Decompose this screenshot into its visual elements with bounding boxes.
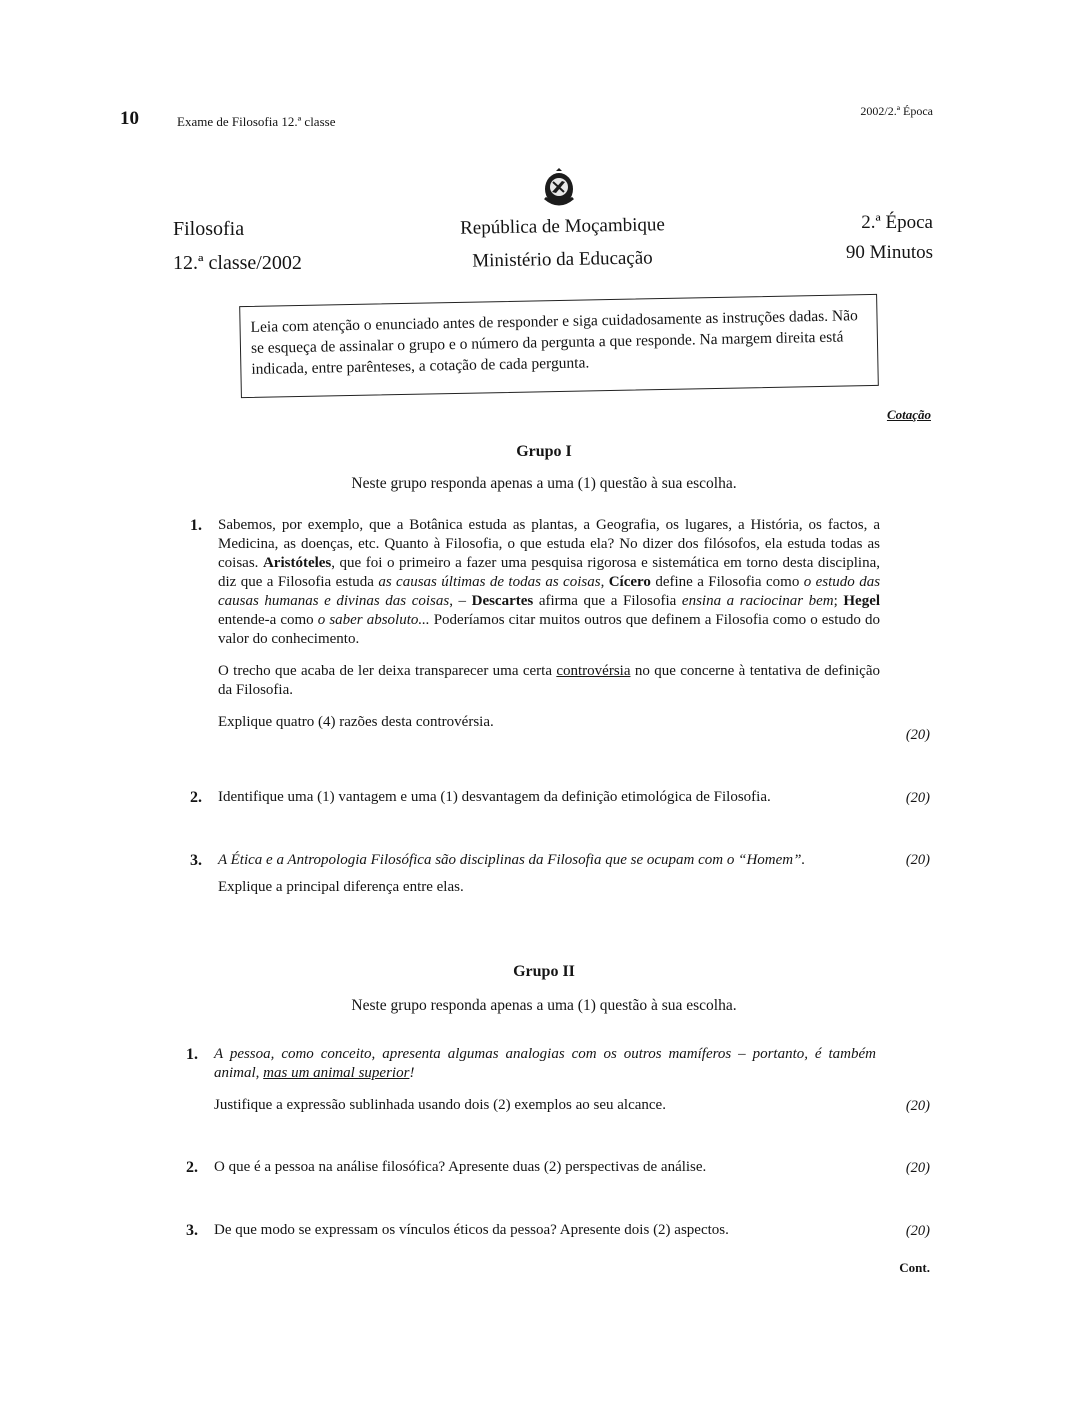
group-2-question-1 xyxy=(186,1045,876,1115)
epoch: 2.ª Época xyxy=(861,212,933,233)
group-1-question-2 xyxy=(190,788,880,807)
group-1-title: Grupo I xyxy=(516,443,572,460)
score: (20) xyxy=(905,1223,930,1239)
instructions-text: Leia com atenção o enunciado antes de responder e siga cuidadosamente as instruções dadas. Não se esqueça de assinalar o grupo e o número da pergunta a que responde. Na margem direita está indicada, entre parênteses, a cotação de cada pergunta. xyxy=(250,307,858,378)
question-text: A pessoa, como conceito, apresenta algumas analogias com os outros mamíferos – portanto, é também animal, mas um animal superior! xyxy=(214,1046,876,1081)
group-1-question-3 xyxy=(190,851,880,897)
continued-label: Cont. xyxy=(899,1260,930,1275)
group-2-question-3 xyxy=(186,1221,876,1240)
question-text: A Ética e a Antropologia Filosófica são disciplinas da Filosofia que se ocupam com o “Homem”. xyxy=(218,852,806,868)
score: (20) xyxy=(905,1160,930,1176)
class-year: 12.ª classe/2002 xyxy=(173,252,302,274)
score: (20) xyxy=(905,1098,930,1114)
group-2-question-2 xyxy=(186,1158,876,1177)
subject: Filosofia xyxy=(173,218,245,240)
question-task: Explique a principal diferença entre elas. xyxy=(218,879,464,895)
question-text: O que é a pessoa na análise filosófica? Apresente duas (2) perspectivas de análise. xyxy=(214,1159,707,1175)
cotacao-label: Cotação xyxy=(886,407,931,422)
question-text: De que modo se expressam os vínculos éticos da pessoa? Apresente dois (2) aspectos. xyxy=(214,1222,729,1238)
group-2-title: Grupo II xyxy=(513,963,575,980)
score: (20) xyxy=(905,727,930,743)
running-header-right: 2002/2.ª Época xyxy=(860,104,933,118)
group-2-instruction: Neste grupo responda apenas a uma (1) questão à sua escolha. xyxy=(351,997,737,1014)
score: (20) xyxy=(905,852,930,868)
country: República de Moçambique xyxy=(459,214,666,239)
group-1-instruction: Neste grupo responda apenas a uma (1) questão à sua escolha. xyxy=(351,475,737,492)
instructions-box xyxy=(239,294,879,398)
question-task: Explique quatro (4) razões desta controvérsia. xyxy=(218,714,494,730)
question-number: 1. xyxy=(186,1046,198,1063)
coat-of-arms-icon xyxy=(536,168,582,208)
question-number: 1. xyxy=(190,517,202,534)
question-number: 2. xyxy=(186,1159,198,1176)
question-follow-up: O trecho que acaba de ler deixa transparecer uma certa controvérsia no que concerne à tentativa de definição da Filosofia. xyxy=(218,663,881,698)
score: (20) xyxy=(905,790,930,806)
ministry: Ministério da Educação xyxy=(472,247,653,272)
group-1-question-1 xyxy=(190,516,880,732)
question-number: 3. xyxy=(186,1222,198,1239)
question-passage: Sabemos, por exemplo, que a Botânica estuda as plantas, a Geografia, os lugares, a História, os factos, a Medicina, as doenças, etc. Quanto à Filosofia, o que estuda ela? No dizer dos filósofos, ela estuda todas as coisas. Aristóteles, que foi o primeiro a fazer uma pesquisa rigorosa e sistemática em torno desta disciplina, diz que a Filosofia estuda as causas últimas de todas as coisas, Cícero define a Filosofia como o estudo das causas humanas e divinas das coisas, – Descartes afirma que a Filosofia ensina a raciocinar bem; Hegel entende-a como o saber absoluto... Poderíamos citar muitos outros que definem a Filosofia como o estudo do valor do conhecimento. xyxy=(218,517,881,647)
running-title: Exame de Filosofia 12.ª classe xyxy=(177,114,336,129)
duration: 90 Minutos xyxy=(845,242,933,263)
page-number: 10 xyxy=(120,108,139,129)
question-text: Identifique uma (1) vantagem e uma (1) desvantagem da definição etimológica de Filosofia. xyxy=(218,789,771,805)
question-task: Justifique a expressão sublinhada usando dois (2) exemplos ao seu alcance. xyxy=(214,1097,666,1113)
question-number: 3. xyxy=(190,852,202,869)
question-number: 2. xyxy=(190,789,202,806)
